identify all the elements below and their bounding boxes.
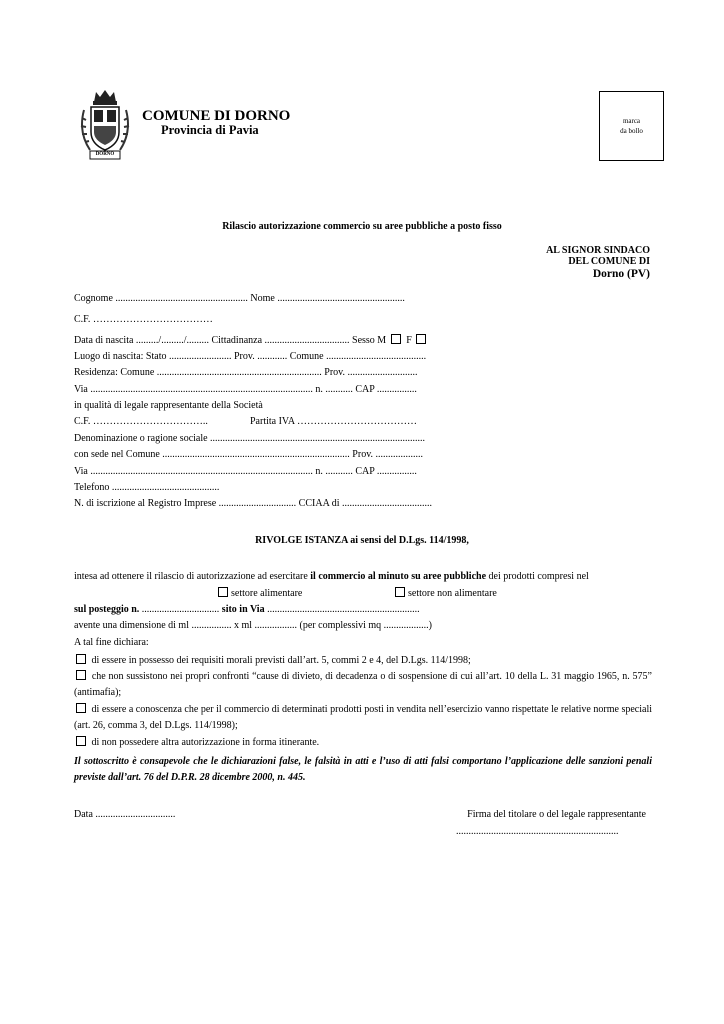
field-denominazione[interactable]: Denominazione o ragione sociale ...................................................................................... <box>74 433 426 444</box>
dichiarazione-2[interactable] <box>74 669 652 701</box>
field-data[interactable]: Data ................................ <box>74 809 176 820</box>
dichiarazione-4[interactable] <box>74 735 652 751</box>
dichiarazione-4-checkbox[interactable] <box>76 736 86 746</box>
dichiarazione-3-text: di essere a conoscenza che per il commercio di determinati prodotti posti in vendita nell’esercizio vanno rispettate le relative norme speciali (art. 26, comma 3, del D.Lgs. 114/1998); <box>74 704 653 731</box>
legal-rep-label: in qualità di legale rappresentante della Società <box>74 400 263 411</box>
dichiarazione-3-checkbox[interactable] <box>76 703 86 713</box>
field-registro-imprese[interactable]: N. di iscrizione al Registro Imprese ............................... CCIAA di .................................... <box>74 498 433 509</box>
settore-non-alimentare-option[interactable] <box>393 587 497 600</box>
dichiarazione-3[interactable] <box>74 702 652 734</box>
settore-alimentare-checkbox[interactable] <box>218 587 228 597</box>
dichiarazione-1-checkbox[interactable] <box>76 654 86 664</box>
field-sede-comune[interactable]: con sede nel Comune ........................................................................... Prov. ................... <box>74 449 424 460</box>
document-subject: Rilascio autorizzazione commercio su aree pubbliche a posto fisso <box>222 221 502 232</box>
sesso-f-label: F <box>406 335 412 346</box>
intesa-bold: il commercio al minuto su aree pubbliche <box>310 571 487 582</box>
field-telefono[interactable]: Telefono ........................................... <box>74 482 220 493</box>
intesa-text <box>74 571 589 583</box>
sesso-m-checkbox[interactable] <box>391 334 401 344</box>
field-cf-societa[interactable] <box>74 416 418 428</box>
field-nascita-sesso[interactable] <box>74 334 429 347</box>
dichiarazione-4-text: di non possedere altra autorizzazione in forma itinerante. <box>91 737 320 748</box>
dichiarazione-1[interactable] <box>74 653 652 669</box>
settore-non-alimentare-label: settore non alimentare <box>408 588 497 599</box>
field-residenza[interactable]: Residenza: Comune .................................................................. Prov. ............................ <box>74 367 418 378</box>
intesa-pre: intesa ad ottenere il rilascio di autorizzazione ad esercitare <box>74 571 311 582</box>
piva-text: Partita IVA ……………………………… <box>250 416 418 427</box>
settore-alimentare-label: settore alimentare <box>231 588 303 599</box>
field-cognome-nome[interactable]: Cognome ..................................................... Nome ................................................... <box>74 293 405 304</box>
field-dimensione[interactable]: avente una dimensione di ml ................ x ml ................. (per complessivi mq ..................) <box>74 620 433 631</box>
settore-alimentare-option[interactable] <box>216 587 302 600</box>
field-via-residenza[interactable]: Via ......................................................................................... n. ........... CAP ................ <box>74 384 417 395</box>
cf-societa-text: C.F. …………………………….. <box>74 416 208 427</box>
comune-title: COMUNE DI DORNO <box>142 108 291 124</box>
recipient-line-3: Dorno (PV) <box>592 268 650 280</box>
recipient-block <box>546 245 650 281</box>
field-posteggio[interactable] <box>74 604 420 616</box>
field-via-sede[interactable]: Via ......................................................................................... n. ........... CAP ................ <box>74 466 417 477</box>
avvertenza-penale: Il sottoscritto è consapevole che le dichiarazioni false, le falsità in atti e l’uso di atti falsi comportano l’applicazione delle sanzioni penali previste dall’art. 76 del D.P.R. 28 dicembre 2000, n. 445. <box>74 756 652 783</box>
provincia-subtitle: Provincia di Pavia <box>161 123 259 137</box>
dichiarazione-1-text: di essere in possesso dei requisiti morali previsti dall’art. 5, commi 2 e 4, del D.Lgs. 114/1998; <box>91 655 471 666</box>
settore-non-alimentare-checkbox[interactable] <box>395 587 405 597</box>
field-luogo-nascita[interactable]: Luogo di nascita: Stato ......................... Prov. ............ Comune ........................................ <box>74 351 427 362</box>
firma-label: Firma del titolare o del legale rappresentante <box>467 809 646 820</box>
nascita-text: Data di nascita ........./........./......... Cittadinanza .................................. Sesso M <box>74 335 387 346</box>
posteggio-label: sul posteggio n. <box>74 604 140 615</box>
dichiara-intro: A tal fine dichiara: <box>74 637 149 648</box>
posteggio-via-label: sito in Via <box>221 604 265 615</box>
dichiarazione-2-checkbox[interactable] <box>76 670 86 680</box>
firma-line[interactable]: ................................................................. <box>456 826 619 837</box>
recipient-line-1: AL SIGNOR SINDACO <box>546 245 650 256</box>
crest-motto: DORNO <box>95 152 115 157</box>
stamp-label-1: marca <box>622 117 641 125</box>
stamp-label-2: da bollo <box>620 127 643 135</box>
recipient-line-2: DEL COMUNE DI <box>568 256 650 267</box>
sesso-f-checkbox[interactable] <box>416 334 426 344</box>
comune-crest <box>76 88 134 164</box>
posteggio-via-dots: ............................................................. <box>264 604 420 615</box>
marca-da-bollo-box <box>599 91 664 161</box>
field-cf[interactable]: C.F. ……………………………… <box>74 314 213 325</box>
dichiarazione-2-text: che non sussistono nei propri confronti “cause di divieto, di decadenza o di sospensione di cui all’art. 10 della L. 31 maggio 1965, n. 575” (antimafia); <box>74 671 652 698</box>
posteggio-dots: ............................... <box>139 604 222 615</box>
istanza-heading: RIVOLGE ISTANZA ai sensi del D.Lgs. 114/1998, <box>255 535 469 546</box>
intesa-post: dei prodotti compresi nel <box>486 571 589 582</box>
